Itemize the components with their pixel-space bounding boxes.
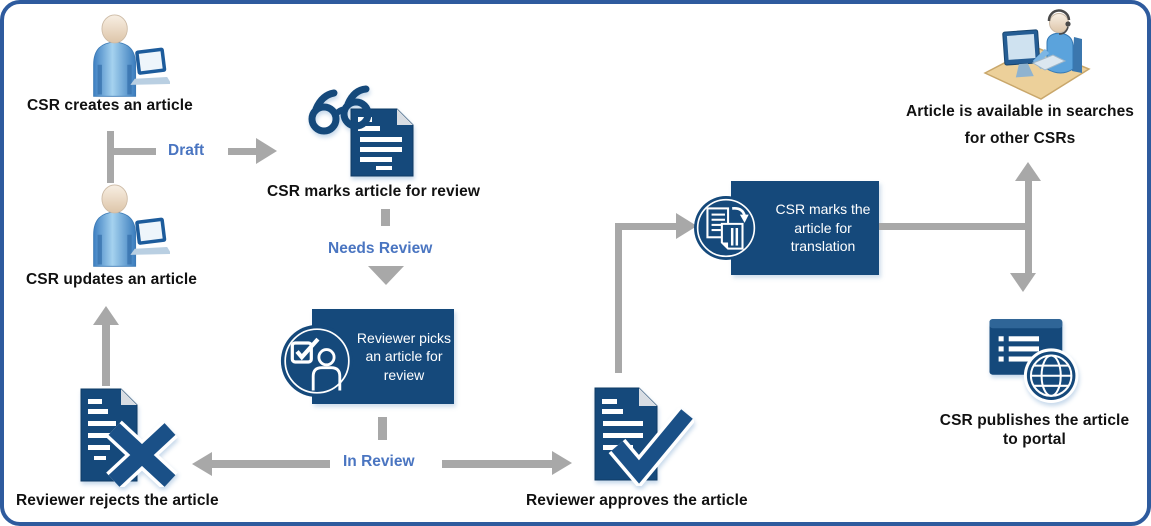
portal-globe-icon xyxy=(986,310,1086,404)
document-x-icon xyxy=(74,387,186,487)
needs-review-arrow-down-icon xyxy=(368,266,404,285)
draft-arrow-shaft xyxy=(228,148,256,155)
in-review-left-shaft xyxy=(212,460,330,468)
person-with-laptop-icon xyxy=(82,184,170,268)
approve-to-translate-hline xyxy=(615,223,676,230)
publish-portal-line1: CSR publishes the article xyxy=(939,412,1130,429)
in-review-arrow-left-icon xyxy=(192,452,212,476)
in-review-dash xyxy=(378,417,387,440)
reject-to-update-arrow-shaft xyxy=(102,324,110,386)
in-review-right-shaft xyxy=(442,460,552,468)
approve-article-label: Reviewer approves the article xyxy=(526,492,748,509)
translation-label: CSR marks the article for translation xyxy=(775,201,871,255)
translate-branch-vline xyxy=(1025,180,1032,273)
branch-arrow-down-icon xyxy=(1010,273,1036,292)
draft-arrow-right-icon xyxy=(256,138,277,164)
reject-article-label: Reviewer rejects the article xyxy=(16,492,219,509)
document-checkmark-icon xyxy=(589,382,694,486)
draft-connector-hline xyxy=(114,148,156,155)
approve-to-translate-vline xyxy=(615,225,622,373)
publish-portal-label xyxy=(927,411,1142,449)
search-available-label xyxy=(890,98,1150,152)
mark-review-label: CSR marks article for review xyxy=(267,183,481,200)
draft-connector-vline xyxy=(107,131,114,183)
reviewer-checkbox-person-icon xyxy=(279,323,355,399)
branch-arrow-up-icon xyxy=(1015,162,1041,181)
reject-to-update-arrow-up-icon xyxy=(93,306,119,325)
person-with-laptop-icon xyxy=(82,14,170,98)
in-review-arrow-right-icon xyxy=(552,451,572,475)
glasses-document-icon xyxy=(307,84,459,182)
create-article-label: CSR creates an article xyxy=(27,97,193,114)
csr-at-workstation-icon xyxy=(977,9,1097,101)
document-translation-icon xyxy=(693,195,759,261)
translate-branch-hline xyxy=(879,223,1029,230)
update-article-label: CSR updates an article xyxy=(26,271,198,288)
draft-edge-label: Draft xyxy=(168,142,205,159)
search-available-line1: Article is available in searches xyxy=(905,103,1135,120)
reviewer-picks-label: Reviewer picks an article for review xyxy=(356,329,452,383)
publish-portal-line2: to portal xyxy=(1003,431,1066,448)
in-review-edge-label: In Review xyxy=(343,453,415,470)
search-available-line2: for other CSRs xyxy=(964,130,1076,147)
needs-review-edge-label: Needs Review xyxy=(328,240,433,257)
needs-review-dash xyxy=(381,209,390,226)
